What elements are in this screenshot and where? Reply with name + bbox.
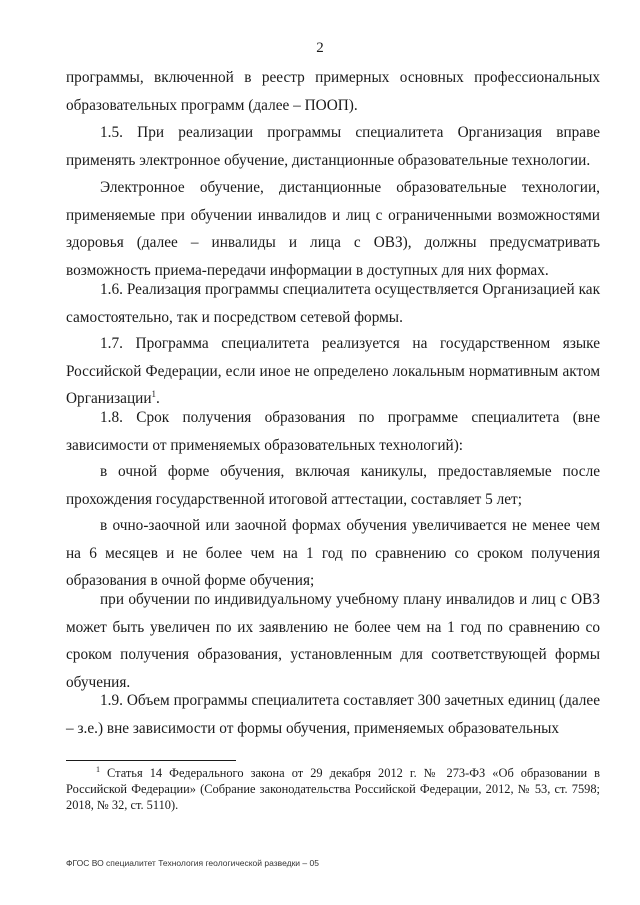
page-footer: ФГОС ВО специалитет Технология геологической разведки – 05 xyxy=(66,858,319,868)
paragraph-1-9: 1.9. Объем программы специалитета составляет 300 зачетных единиц (далее – з.е.) вне зависимости от формы обучения, применяемых образовательных xyxy=(66,692,600,737)
paragraph-individual-plan: при обучении по индивидуальному учебному плану инвалидов и лиц с ОВЗ может быть увеличен по их заявлению не более чем на 1 год по сравнению со сроком получения образования, установленным для соответствующей формы обучения. xyxy=(66,591,600,691)
paragraph-part-time: в очно-заочной или заочной формах обучения увеличивается не менее чем на 6 месяцев и не более чем на 1 год по сравнению со сроком получения образования в очной форме обучения; xyxy=(66,517,600,590)
paragraph-full-time: в очной форме обучения, включая каникулы, предоставляемые после прохождения государственной итоговой аттестации, составляет 5 лет; xyxy=(66,463,600,508)
paragraph-1-7-end: . xyxy=(156,390,160,408)
footnote-ref: 1 xyxy=(151,389,157,400)
footnote-marker: 1 xyxy=(96,764,100,774)
footnote xyxy=(66,765,600,813)
paragraph-1-6: 1.6. Реализация программы специалитета осуществляется Организацией как самостоятельно, так и посредством сетевой формы. xyxy=(66,281,600,326)
footnote-separator xyxy=(66,760,236,761)
paragraph-1-5: 1.5. При реализации программы специалитета Организация вправе применять электронное обучение, дистанционные образовательные технологии. xyxy=(66,124,600,169)
paragraph-poop-intro: программы, включенной в реестр примерных основных профессиональных образовательных программ (далее – ПООП). xyxy=(66,69,600,114)
page-number: 2 xyxy=(316,40,324,56)
paragraph-ovz-elearning: Электронное обучение, дистанционные образовательные технологии, применяемые при обучении инвалидов и лиц с ограниченными возможностями здоровья (далее – инвалиды и лица с ОВЗ), должны предусматривать возможность приема-передачи информации в доступных для них формах. xyxy=(66,179,600,279)
paragraph-1-8: 1.8. Срок получения образования по программе специалитета (вне зависимости от применяемых образовательных технологий): xyxy=(66,409,600,454)
paragraph-1-7 xyxy=(66,330,600,413)
footnote-text: Статья 14 Федерального закона от 29 декабря 2012 г. № 273-ФЗ «Об образовании в Российской Федерации» (Собрание законодательства Российской Федерации, 2012, № 53, ст. 7598; 2018, № 32, ст. 5110). xyxy=(66,766,600,812)
paragraph-1-7-text: 1.7. Программа специалитета реализуется на государственном языке Российской Федерации, если иное не определено локальным нормативным актом Организации xyxy=(66,335,600,408)
